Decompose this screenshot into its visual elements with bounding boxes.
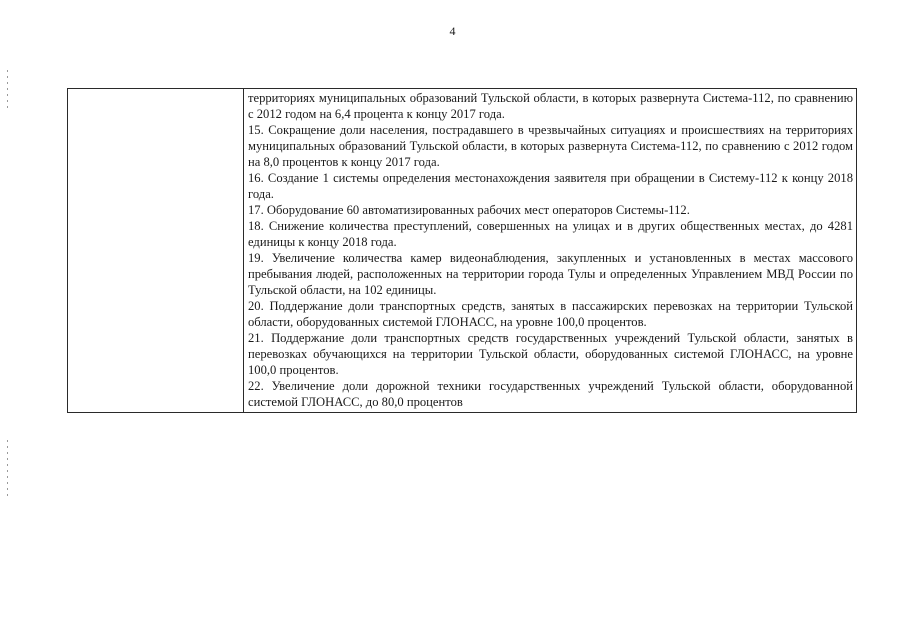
goal-item: 21. Поддержание доли транспортных средств государственных учреждений Тульской области, занятых в перевозках обучающихся на территории Тульской области, оборудованных системой ГЛОНАСС, на уровне 100,0 процентов. (248, 331, 853, 377)
goal-item: 16. Создание 1 системы определения местонахождения заявителя при обращении в Систему-112 к концу 2018 года. (248, 171, 853, 201)
table-left-cell (68, 89, 244, 412)
table-right-cell (244, 89, 856, 412)
goal-item: 17. Оборудование 60 автоматизированных рабочих мест операторов Системы-112. (248, 203, 690, 217)
goal-item: 15. Сокращение доли населения, пострадавшего в чрезвычайных ситуациях и происшествиях на территориях муниципальных образований Тульской области, в которых развернута Система-112, по сравнению с 2012 годом на 8,0 процентов к концу 2017 года. (248, 123, 853, 169)
scan-margin-marks-bottom (7, 440, 8, 500)
page-number: 4 (449, 24, 456, 38)
scan-margin-marks-top (7, 70, 8, 110)
goals-table (67, 88, 857, 413)
goal-item: 18. Снижение количества преступлений, совершенных на улицах и в других общественных местах, до 4281 единицы к концу 2018 года. (248, 219, 853, 249)
goal-item: 22. Увеличение доли дорожной техники государственных учреждений Тульской области, оборудованной системой ГЛОНАСС, до 80,0 процентов (248, 379, 853, 409)
goal-item: 19. Увеличение количества камер видеонаблюдения, закупленных и установленных в местах массового пребывания людей, расположенных на территории города Тулы и определенных Управлением МВД России по Тульской области, на 102 единицы. (248, 251, 853, 297)
goal-item: 20. Поддержание доли транспортных средств, занятых в пассажирских перевозках на территории Тульской области, оборудованных системой ГЛОНАСС, на уровне 100,0 процентов. (248, 299, 853, 329)
goal-item: территориях муниципальных образований Тульской области, в которых развернута Система-112, по сравнению с 2012 годом на 6,4 процента к концу 2017 года. (248, 91, 853, 121)
